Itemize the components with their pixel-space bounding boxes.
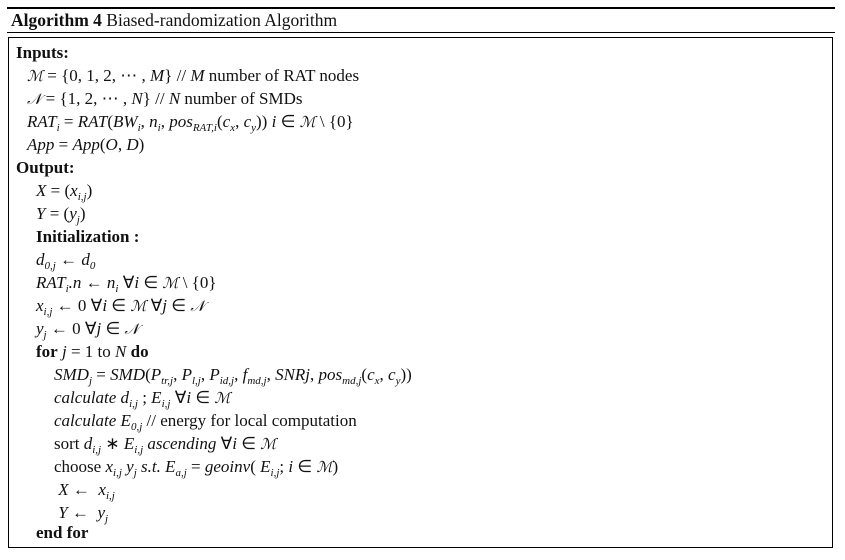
end-for-line: end for [36,523,89,542]
rat-definition-line: $RAT_i = RAT(BW_i$, $n_i$, $pos_{RAT,i}(c_x$, $c_y$)) i ∈ ℳ \ {0} [27,112,354,134]
caption-rule [7,32,835,33]
x-output-line: $X = (x_{i,j})$ [36,181,93,203]
init-rat-line: $RAT_i.n$ ← $n_i$ ∀i ∈ ℳ \ {0} [36,273,217,295]
calculate-d-line: calculate $d_{i,j}$ ; $E_{i,j}$ ∀i ∈ ℳ [54,388,231,410]
initialization-label: Initialization : [36,227,140,246]
smd-definition-line: $SMD_j = SMD(P_{tr,j}$, $P_{l,j}$, $P_{id,j}$, $f_{md,j}$, SNRj, $pos_{md,j}(c_x$, $c_y$)) [54,365,412,387]
choose-line: choose $x_{i,j}$ $y_j$ s.t. $E_{a,j}$ = geoinv( $E_{i,j}$; i ∈ ℳ) [54,457,339,479]
algorithm-caption [11,10,337,30]
inputs-label: Inputs: [16,43,69,62]
assign-y-line: Y ← $y_j$ [58,503,109,525]
init-y-line: $y_j$ ← 0 ∀j ∈ 𝒩 [36,319,139,341]
output-label: Output: [16,158,75,177]
set-n-line: 𝒩 = {1, 2, ⋯ , N} // N number of SMDs [27,89,303,108]
top-rule [7,7,835,9]
algorithm-box [8,37,833,548]
sort-line: sort $d_{i,j}$ ∗ $E_{i,j}$ ascending ∀i ∈ ℳ [54,434,277,456]
calculate-e0-line: calculate $E_{0,j}$ // energy for local computation [54,411,357,433]
set-m-line: ℳ = {0, 1, 2, ⋯ , M} // M number of RAT nodes [27,66,360,85]
for-loop-line: for j = 1 to N do [36,342,149,361]
init-x-line: $x_{i,j}$ ← 0 ∀i ∈ ℳ ∀j ∈ 𝒩 [36,296,205,318]
algorithm-label: Algorithm 4 [11,10,102,30]
assign-x-line: X ← $x_{i,j}$ [58,480,115,502]
y-output-line: $Y = (y_j)$ [36,204,86,226]
app-definition-line: App = App(O, D) [27,135,145,154]
algorithm-title: Biased-randomization Algorithm [106,10,338,30]
init-d-line: $d_{0,j}$ ← $d_0$ [36,250,96,272]
